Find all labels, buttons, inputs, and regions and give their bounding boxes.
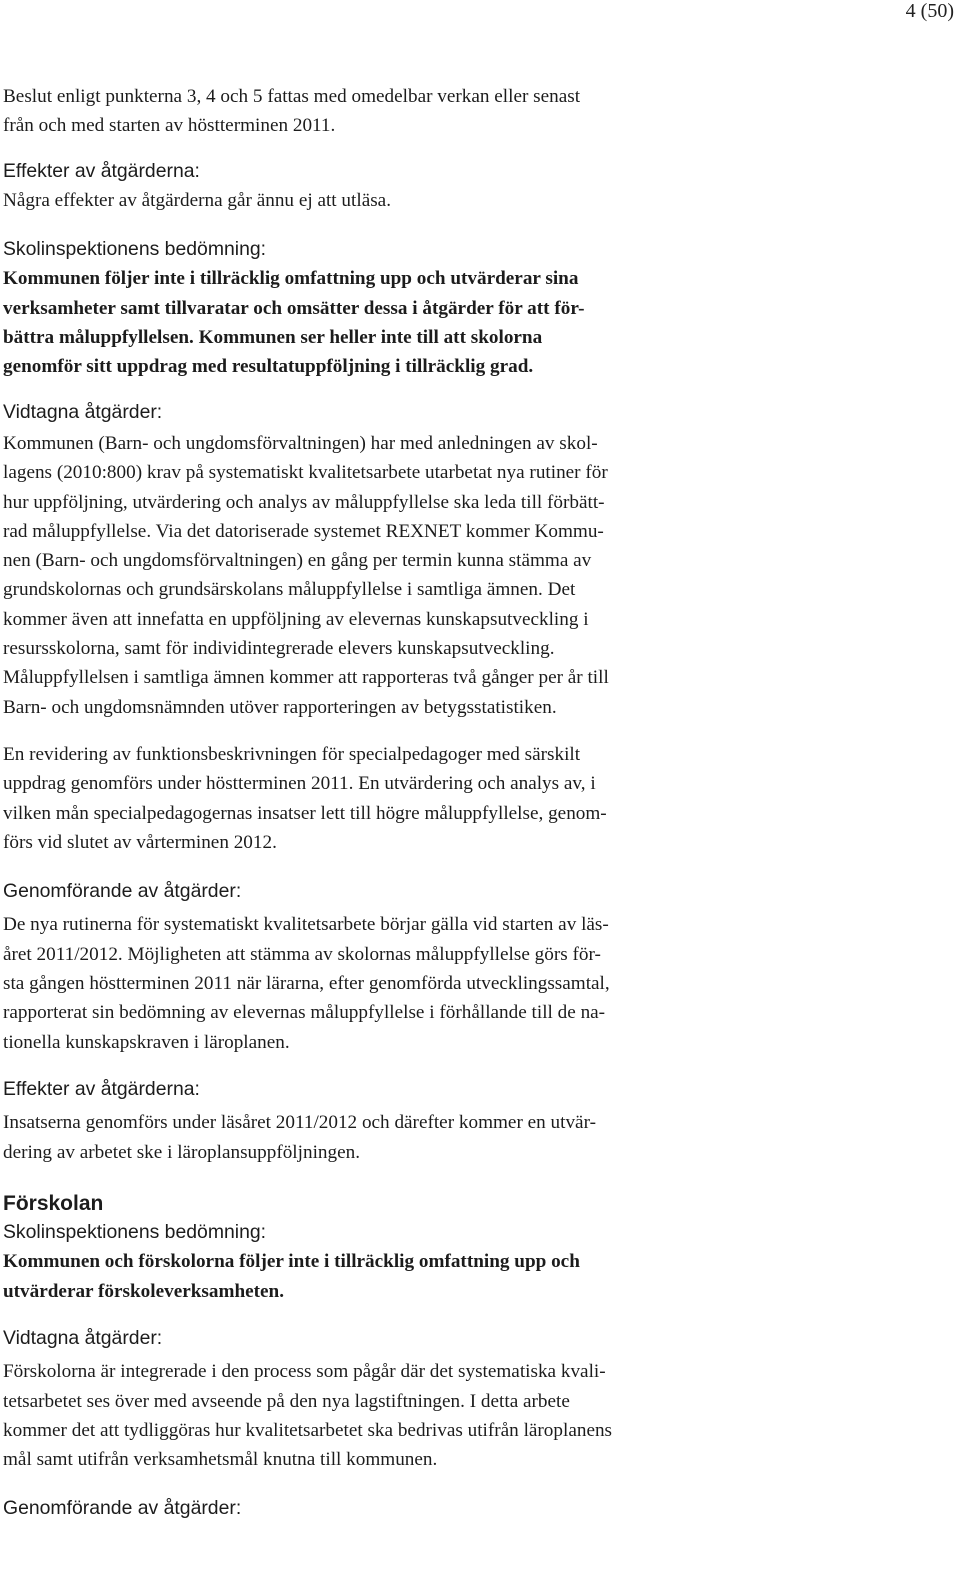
heading-implementation: Genomförande av åtgärder: [3, 880, 242, 903]
heading-effects-2: Effekter av åtgärderna: [3, 1077, 200, 1100]
heading-assessment: Skolinspektionens bedömning: [3, 238, 267, 261]
paragraph-measures-taken-2: Förskolorna är integrerade i den process som pågår där det systematiska kvali- tetsarbetet ses över med avseende på den nya lagstiftningen. I detta arbete kommer det att tydliggöras hur kvalitetsarbetet ska bedrivas utifrån läroplanens mål samt utifrån verksamhetsmål knutna till kommunen. [3, 1361, 613, 1471]
document-content [3, 82, 953, 1524]
paragraph-effects: Några effekter av åtgärderna går ännu ej att utläsa. [3, 189, 391, 211]
heading-measures-taken-2: Vidtagna åtgärder: [3, 1326, 163, 1349]
paragraph-revision: En revidering av funktionsbeskrivningen för specialpedagoger med särskilt uppdrag genomförs under höstterminen 2011. En utvärdering och analys av, i vilken mån specialpedagogernas insatser lett till högre måluppfyllelse, genom- förs vid slutet av vårterminen 2012. [3, 743, 607, 853]
heading-effects: Effekter av åtgärderna: [3, 159, 200, 182]
paragraph-measures-taken: Kommunen (Barn- och ungdomsförvaltningen) har med anledningen av skol- lagens (2010:800) krav på systematiskt kvalitetsarbete utarbetat nya rutiner för hur uppföljning, utvärdering och analys av måluppfyllelse ska leda till förbätt- rad måluppfyllelse. Via det datoriserade systemet REXNET kommer Kommu- nen (Barn- och ungdomsförvaltningen) en gång per termin kunna stämma av grundskolornas och grundsärskolans måluppfyllelse i samtliga ämnen. Det kommer även att innefatta en uppföljning av elevernas kunskapsutveckling i resursskolorna, samt för individintegrerade elevers kunskapsutveckling. Måluppfyllelsen i samtliga ämnen kommer att rapporteras två gånger per år till Barn- och ungdomsnämnden utöver rapporteringen av betygsstatistiken. [3, 432, 609, 718]
page-number: 4 (50) [905, 0, 954, 22]
heading-measures-taken: Vidtagna åtgärder: [3, 400, 163, 423]
paragraph-assessment-2: Kommunen och förskolorna följer inte i tillräcklig omfattning upp och utvärderar förskoleverksamheten. [3, 1251, 580, 1302]
paragraph-implementation: De nya rutinerna för systematiskt kvalitetsarbete börjar gälla vid starten av läs- året 2011/2012. Möjligheten att stämma av skolornas måluppfyllelse görs för- sta gången höstterminen 2011 när lärarna, efter genomförda utvecklingssamtal, rapporterat sin bedömning av elevernas måluppfyllelse i förhållande till de na- tionella kunskapskraven i läroplanen. [3, 914, 610, 1053]
heading-implementation-2: Genomförande av åtgärder: [3, 1497, 242, 1520]
paragraph-effects-2: Insatserna genomförs under läsåret 2011/2012 och därefter kommer en utvär- dering av arbetet ske i läroplansuppföljningen. [3, 1112, 596, 1163]
paragraph-assessment: Kommunen följer inte i tillräcklig omfattning upp och utvärderar sina verksamheter samt tillvaratar och omsätter dessa i åtgärder för att för- bättra måluppfyllelsen. Kommunen ser heller inte till att skolorna genomför sitt uppdrag med resultatuppföljning i tillräcklig grad. [3, 268, 585, 378]
paragraph-decision: Beslut enligt punkterna 3, 4 och 5 fattas med omedelbar verkan eller senast från och med starten av höstterminen 2011. [3, 86, 581, 137]
section-title-forskolan: Förskolan [3, 1191, 104, 1215]
heading-assessment-2: Skolinspektionens bedömning: [3, 1221, 267, 1244]
